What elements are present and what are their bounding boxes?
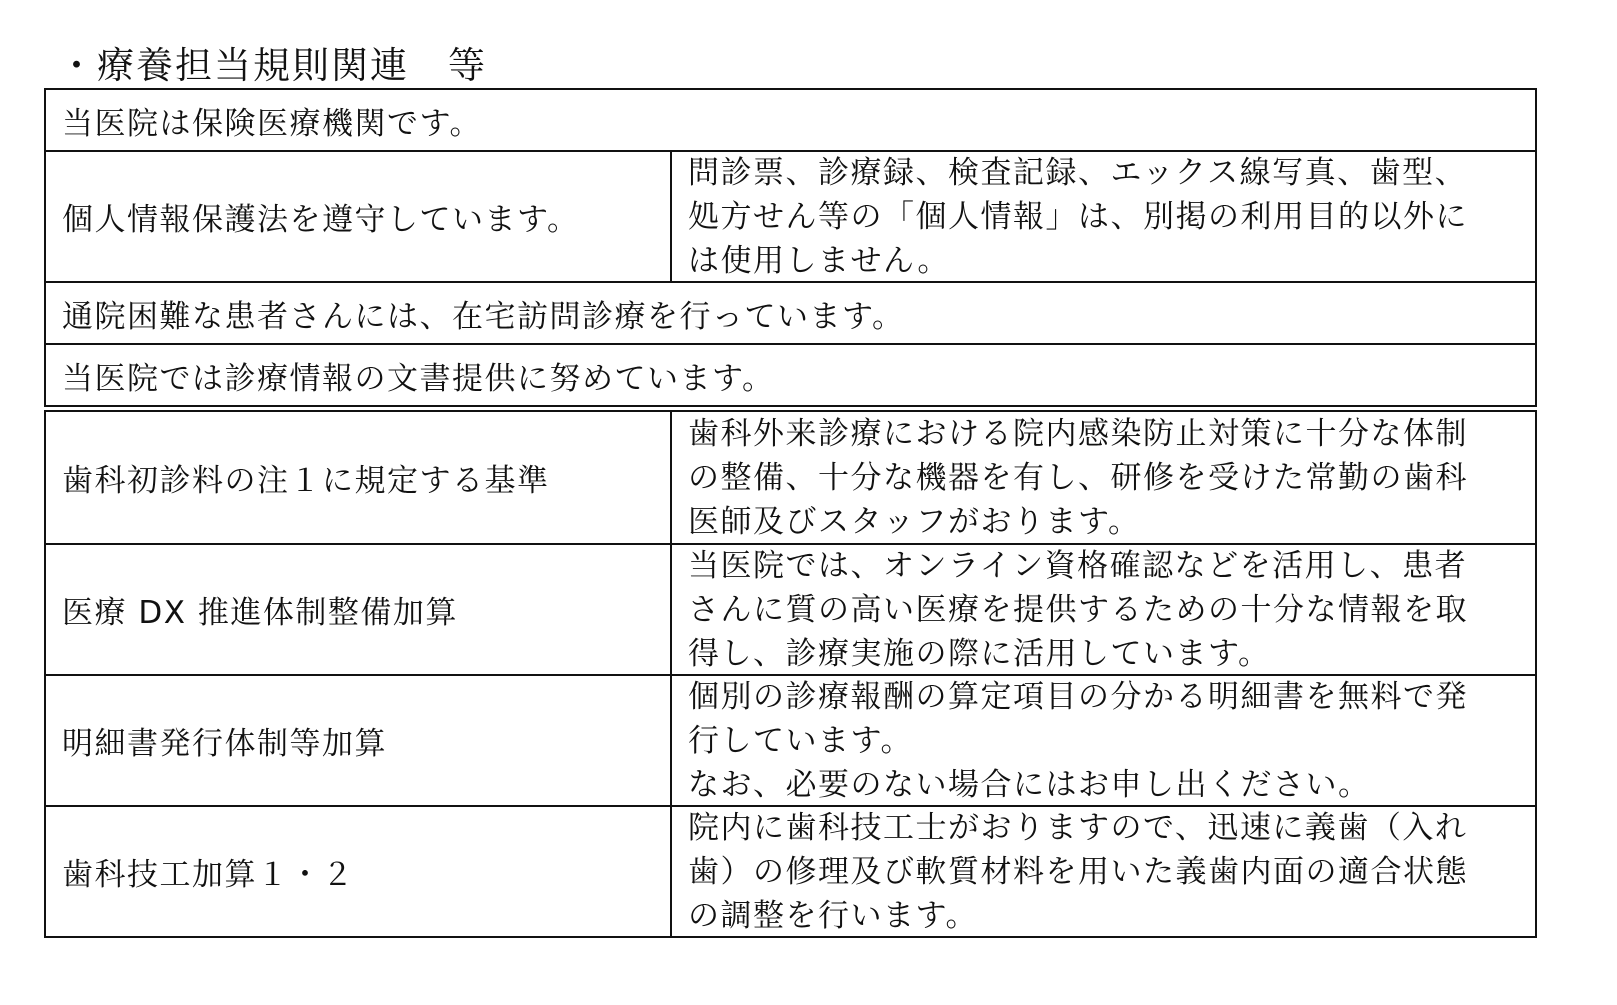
row-document-text: 当医院では診療情報の文書提供に努めています。 [62, 360, 775, 397]
row-insurance [44, 88, 1537, 152]
description-line: 院内に歯科技工士がおりますので、迅速に義歯（入れ [688, 809, 1468, 846]
criteria-label-text: 明細書発行体制等加算 [62, 726, 387, 762]
description-line: 得し、診療実施の際に活用しています。 [688, 635, 1271, 672]
description-line: 歯科外来診療における院内感染防止対策に十分な体制 [688, 415, 1468, 452]
description-line: 医師及びスタッフがおります。 [688, 503, 1141, 540]
criteria-row [44, 543, 1537, 676]
criteria-description [672, 676, 1535, 805]
row-privacy-label [46, 152, 672, 281]
criteria-label [46, 676, 672, 805]
criteria-label [46, 412, 672, 543]
section-heading: ・療養担当規則関連 等 [58, 44, 487, 87]
row-home-visit-text: 通院困難な患者さんには、在宅訪問診療を行っています。 [62, 298, 905, 335]
description-line: 歯）の修理及び軟質材料を用いた義歯内面の適合状態 [688, 853, 1468, 890]
criteria-label [46, 545, 672, 674]
description-line: さんに質の高い医療を提供するための十分な情報を取 [688, 591, 1468, 628]
row-privacy-description [672, 152, 1535, 281]
description-line: 処方せん等の「個人情報」は、別掲の利用目的以外に [688, 198, 1468, 235]
row-home-visit [44, 281, 1537, 345]
description-line: 当医院では、オンライン資格確認などを活用し、患者 [688, 547, 1468, 584]
description-line: なお、必要のない場合にはお申し出ください。 [688, 766, 1371, 803]
criteria-label-text: 医療 DX 推進体制整備加算 [62, 595, 458, 631]
row-insurance-text: 当医院は保険医療機関です。 [62, 105, 483, 142]
description-line: の調整を行います。 [688, 897, 979, 934]
description-line: 問診票、診療録、検査記録、エックス線写真、歯型、 [688, 154, 1468, 191]
row-privacy [44, 150, 1537, 283]
criteria-row [44, 674, 1537, 807]
criteria-description [672, 412, 1535, 543]
row-document [44, 343, 1537, 407]
description-line: 行しています。 [688, 722, 914, 759]
description-line: の整備、十分な機器を有し、研修を受けた常勤の歯科 [688, 459, 1468, 496]
criteria-description [672, 545, 1535, 674]
criteria-row [44, 805, 1537, 938]
criteria-label-text: 歯科技工加算１・２ [62, 857, 355, 893]
description-line: は使用しません。 [688, 242, 950, 279]
criteria-label [46, 807, 672, 936]
description-line: 個別の診療報酬の算定項目の分かる明細書を無料で発 [688, 678, 1468, 715]
row-privacy-label-text: 個人情報保護法を遵守しています。 [62, 202, 580, 238]
criteria-label-text: 歯科初診料の注１に規定する基準 [62, 463, 550, 499]
criteria-description [672, 807, 1535, 936]
criteria-row [44, 410, 1537, 545]
